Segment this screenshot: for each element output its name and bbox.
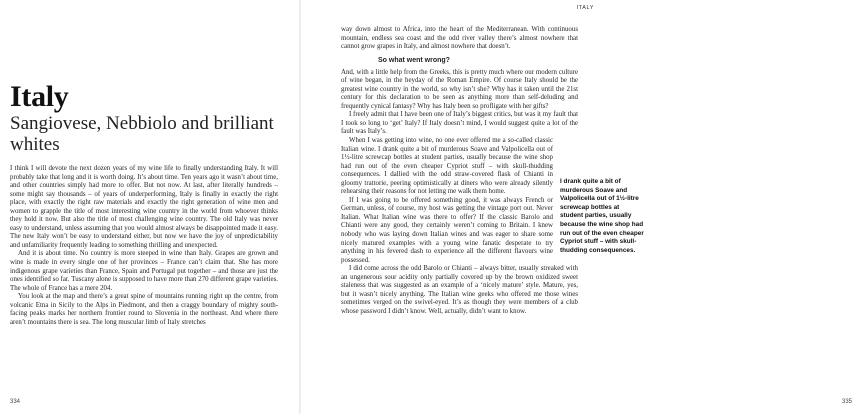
left-body-text xyxy=(10,165,278,327)
running-head: ITALY xyxy=(576,5,594,11)
page-number-left: 334 xyxy=(10,399,21,405)
chapter-subtitle: Sangiovese, Nebbiolo and brilliant whites xyxy=(10,113,274,155)
section-subheading: So what went wrong? xyxy=(378,56,450,64)
left-page xyxy=(0,0,299,414)
right-body-text xyxy=(341,26,578,317)
chapter-title: Italy xyxy=(10,80,69,113)
body-paragraph: You look at the map and there’s a great spine of mountains running right up the centre, from volcanic Etna in Sicily to the Alps in Piedmont, and then a craggy boundary of mighty south-facing peaks marks her northern frontier round to Slovenia in the northeast. And where there aren’t mountains there is sea. The long muscular limb of Italy stretches xyxy=(10,293,278,326)
right-page xyxy=(301,0,852,414)
body-paragraph: I did come across the odd Barolo or Chianti – always bitter, usually streaked with an ungenerous sour acidity only partially covered up by the brown oxidized sweet staleness that was suggested as an example of a ‘nicely mature’ style. Mature, yes, but it wasn’t nicely anything. The Italian wine geeks who offered me those wines sometimes verged on the swivel-eyed. It’s as though they were members of a club whose password I didn’t know. Well, actually, didn’t want to know. xyxy=(341,265,578,315)
pull-quote: I drank quite a bit of murderous Soave and Valpolicella out of 1½-litre screwcap bottles at student parties, usually because the wine shop had run out of the even cheaper Cypriot stuff – with skull-thudding consequences. xyxy=(560,178,644,254)
body-paragraph: way down almost to Africa, into the heart of the Mediterranean. With continuous mountain, endless sea coast and the odd river valley there’s almost nowhere that cannot grow grapes in Italy, and almost nowhere that doesn’t. xyxy=(341,26,578,51)
body-paragraph: I think I will devote the next dozen years of my wine life to finally understanding Italy. It will probably take that long and it is worth doing. It’s about time. Ten years ago it wasn’t about time, and other countries simply had more to offer. But not now. At last, after literally hundreds – some might say thousands – of years of underperforming, Italy is finally in exactly the right place, with exactly the right raw materials and exactly the right generation of wine men and women to grapple the title of most interesting wine country in the world from whoever thinks they hold it now. But also the title of most challenging wine country. The old Italy was never easy to understand, unless assuming that you would almost always be disappointed made it easy. The new Italy won’t be easy to understand either, but now we have the joy of unpredictability and unfamiliarity frequently leading to something thrilling and unexpected. xyxy=(10,165,278,249)
page-number-right: 335 xyxy=(842,399,852,405)
body-paragraph: And it is about time. No country is more steeped in wine than Italy. Grapes are grown and wine is made in every single one of her provinces – France can’t claim that. She has more indigenous grape varieties than France, Spain and Portugal put together – and those are just the ones identified so far. Tuscany alone is supposed to have more than 270 different grape varieties. The whole of France has a mere 204. xyxy=(10,250,278,292)
body-paragraph: If I was going to be offered something good, it was always French or German, unless, of course, my host was getting the vintage port out. Never Italian. What Italian wine was there to offer? If the classic Barolo and Chianti were any good, they certainly weren’t coming to Britain. I knew nobody who was laying down Italian wines and was eager to share some nicely matured examples with a young wine fanatic desperate to try anything in his fevered dash to experience all the different flavours wine possessed. xyxy=(341,196,553,264)
body-paragraph: I freely admit that I have been one of Italy’s biggest critics, but was it my fault that I took so long to ‘get’ Italy? If Italy doesn’t mind, I would suggest quite a lot of the fault was Italy’s. xyxy=(341,111,578,136)
body-paragraph: And, with a little help from the Greeks, this is pretty much where our modern culture of wine began, in the heyday of the Roman Empire. Of course Italy should be the greatest wine country in the world, so why isn’t she? Why has it taken until the 21st century for this declaration to be seen as anything more than self-deluding and frequently cynical fantasy? Why has Italy been so profligate with her gifts? xyxy=(341,68,578,110)
body-paragraph: When I was getting into wine, no one ever offered me a so-called classic Italian wine. I drank quite a bit of murderous Soave and Valpolicella out of 1½-litre screwcap bottles at student parties, usually because the wine shop had run out of the even cheaper Cypriot stuff – with skull-thudding consequences. I dallied with the odd straw-covered flask of Chianti in gloomy trattorie, peering optimistically at diners who were already silently rehearsing their reasons for not letting me walk them home. xyxy=(341,137,553,196)
narrow-text-block xyxy=(341,137,553,265)
